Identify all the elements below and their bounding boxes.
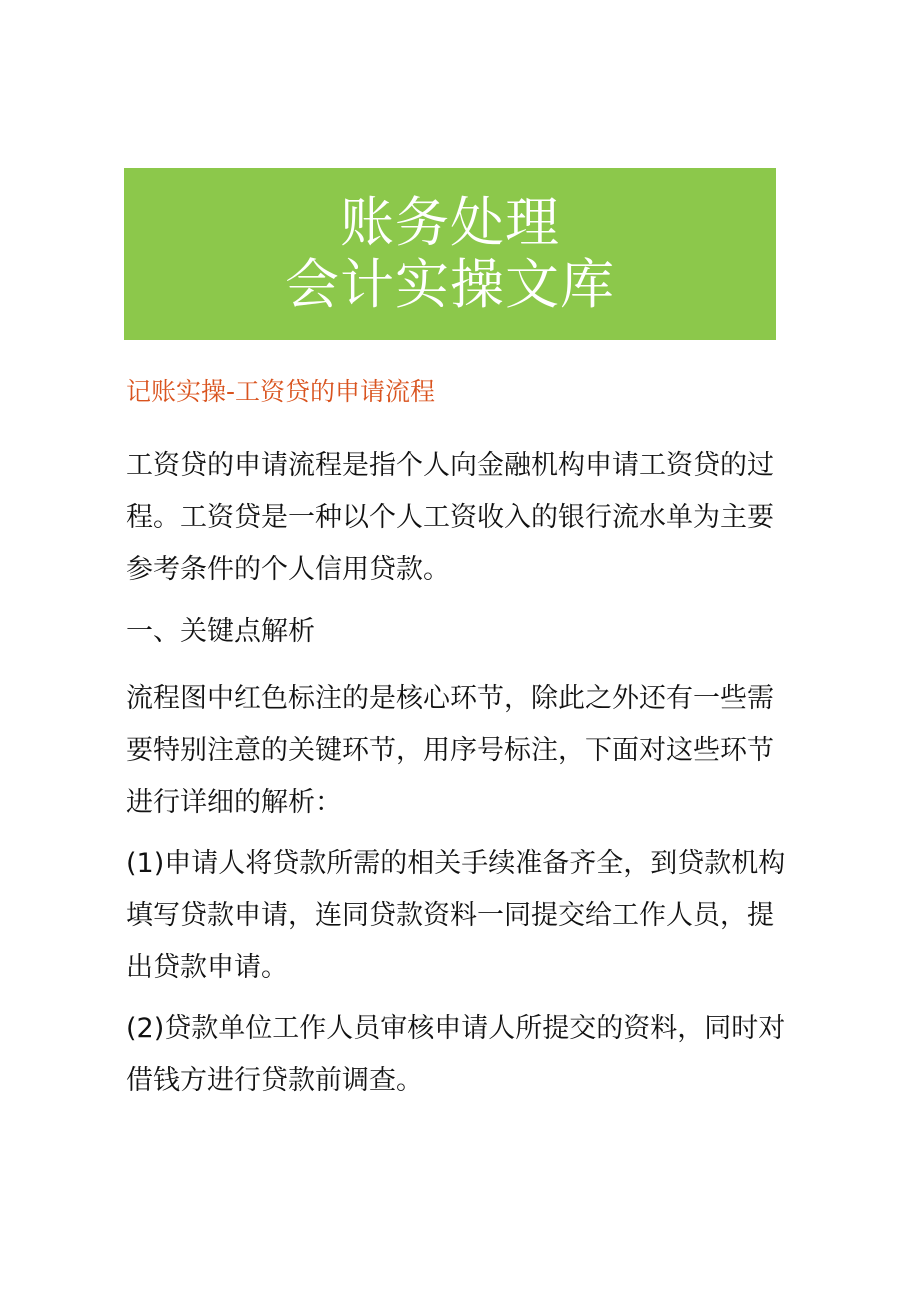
banner-title-line1: 账务处理 <box>340 191 560 254</box>
section-intro-paragraph: 流程图中红色标注的是核心环节，除此之外还有一些需要特别注意的关键环节，用序号标注，下面对这些环节进行详细的解析： <box>126 683 774 818</box>
banner-title-line2: 会计实操文库 <box>285 253 615 316</box>
document-title: 记账实操-工资贷的申请流程 <box>126 377 436 406</box>
intro-paragraph: 工资贷的申请流程是指个人向金融机构申请工资贷的过程。工资贷是一种以个人工资收入的银行流水单为主要参考条件的个人信用贷款。 <box>126 450 774 585</box>
step-2-paragraph: (2)贷款单位工作人员审核申请人所提交的资料，同时对借钱方进行贷款前调查。 <box>126 1013 786 1096</box>
step-1-paragraph: (1)申请人将贷款所需的相关手续准备齐全，到贷款机构填写贷款申请，连同贷款资料一同提交给工作人员，提出贷款申请。 <box>126 848 786 983</box>
section-heading: 一、关键点解析 <box>126 616 315 647</box>
header-banner <box>124 168 776 340</box>
